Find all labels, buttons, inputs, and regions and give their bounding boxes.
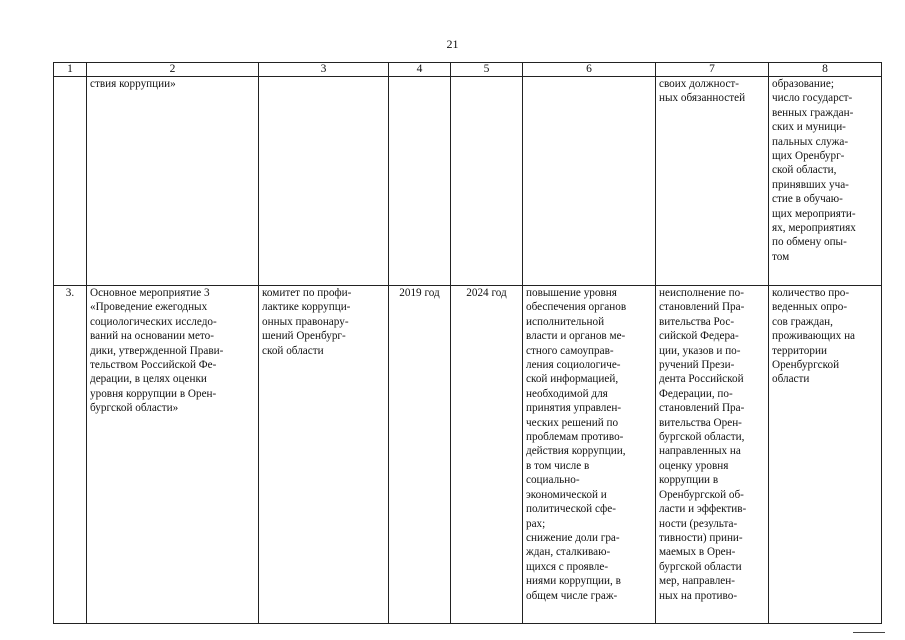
- indicator-line: венных граждан-: [772, 106, 854, 119]
- executor-line: онных правонару-: [262, 315, 349, 328]
- executor-line: лактике коррупци-: [262, 301, 351, 314]
- column-header: 4: [389, 63, 451, 77]
- result-line: ждан, сталкиваю-: [526, 546, 611, 559]
- column-header: 3: [259, 63, 389, 77]
- result-line: в том числе в: [526, 459, 590, 472]
- cell-number: [54, 77, 87, 286]
- cell-result: [523, 286, 656, 624]
- cell-indicator: [769, 286, 882, 624]
- indicator-line: том: [772, 250, 790, 263]
- indicator-line: по обмену опы-: [772, 236, 847, 249]
- consequences-line: становлений Пра-: [659, 301, 745, 314]
- indicator-line: Оренбургской: [772, 359, 840, 372]
- indicator-line: проживающих на: [772, 330, 856, 343]
- event-line: дерации, в целях оценки: [90, 373, 207, 386]
- cell-end-year: [451, 286, 523, 624]
- indicator-line: сов граждан,: [772, 315, 833, 328]
- consequences-line: ции, указов и по-: [659, 344, 741, 357]
- cell-number: [54, 286, 87, 624]
- consequences-line: коррупции в: [659, 474, 719, 487]
- event-line: ваний на основании мето-: [90, 330, 214, 343]
- result-line: ления социологиче-: [526, 359, 621, 372]
- indicator-line: ях, мероприятиях: [772, 222, 856, 235]
- consequences-line: ручений Прези-: [659, 359, 735, 372]
- table-row-continuation: [54, 77, 882, 286]
- result-line: действия коррупции,: [526, 445, 626, 458]
- executor-line: ской области: [262, 344, 324, 357]
- consequences-line: вительства Орен-: [659, 416, 742, 429]
- row-number: 3.: [65, 287, 75, 299]
- consequences-line: своих должност-: [659, 78, 740, 90]
- event-line: дики, утвержденной Прави-: [90, 344, 224, 357]
- consequences-line: ных обязанностей: [659, 92, 746, 105]
- indicator-line: число государст-: [772, 92, 853, 105]
- event-line: социологических исследо-: [90, 315, 217, 328]
- result-line: ской информацией,: [526, 373, 619, 386]
- indicator-line: ских и муници-: [772, 121, 846, 134]
- event-line: тельством Российской Фе-: [90, 359, 217, 372]
- consequences-line: бургской области: [659, 560, 742, 573]
- consequences-line: ности (результа-: [659, 517, 738, 530]
- cell-end-year: [451, 77, 523, 286]
- result-line: обеспечения органов: [526, 301, 627, 314]
- result-line: ниями коррупции, в: [526, 575, 621, 588]
- indicator-line: принявших уча-: [772, 178, 849, 191]
- indicator-line: образование;: [772, 78, 834, 90]
- cell-executor: [259, 77, 389, 286]
- event-line: уровня коррупции в Орен-: [90, 387, 217, 400]
- consequences-line: вительства Рос-: [659, 315, 735, 328]
- result-line: повышение уровня: [526, 287, 617, 299]
- indicator-line: щих мероприяти-: [772, 207, 856, 220]
- result-line: необходимой для: [526, 387, 608, 400]
- event-line: Основное мероприятие 3: [90, 287, 210, 299]
- column-number-row: [54, 63, 882, 77]
- consequences-line: мер, направлен-: [659, 575, 735, 588]
- consequences-line: маемых в Орен-: [659, 546, 736, 559]
- cell-start-year: [389, 286, 451, 624]
- consequences-line: направленных на: [659, 445, 741, 458]
- result-line: политической сфе-: [526, 503, 617, 516]
- indicator-line: области: [772, 373, 810, 386]
- column-header: 8: [769, 63, 882, 77]
- column-header: 1: [54, 63, 87, 77]
- result-line: исполнительной: [526, 315, 605, 328]
- cell-executor: [259, 286, 389, 624]
- consequences-line: бургской области,: [659, 431, 745, 444]
- consequences-line: оценку уровня: [659, 459, 729, 472]
- indicator-line: стие в обучаю-: [772, 193, 843, 206]
- consequences-line: дента Российской: [659, 373, 744, 386]
- result-line: стного самоуправ-: [526, 344, 614, 357]
- event-line: ствия коррупции»: [90, 78, 176, 90]
- indicator-line: ской области,: [772, 164, 837, 177]
- consequences-line: ных на противо-: [659, 589, 738, 602]
- cell-event: [87, 286, 259, 624]
- bottom-rule: [853, 632, 885, 633]
- consequences-line: Оренбургской об-: [659, 488, 744, 501]
- indicator-line: веденных опро-: [772, 301, 848, 314]
- executor-line: комитет по профи-: [262, 287, 352, 299]
- cell-consequences: [656, 286, 769, 624]
- table-row-3: [54, 286, 882, 624]
- consequences-line: неисполнение по-: [659, 287, 744, 299]
- start-year: 2019 год: [399, 287, 440, 299]
- consequences-line: Федерации, по-: [659, 387, 733, 400]
- result-line: щихся с проявле-: [526, 560, 609, 573]
- indicator-line: территории: [772, 344, 827, 357]
- result-line: общем числе граж-: [526, 589, 618, 602]
- column-header: 6: [523, 63, 656, 77]
- cell-event: [87, 77, 259, 286]
- cell-indicator: [769, 77, 882, 286]
- end-year: 2024 год: [466, 287, 507, 299]
- result-line: рах;: [526, 517, 546, 530]
- result-line: снижение доли гра-: [526, 531, 620, 544]
- indicator-line: щих Оренбург-: [772, 150, 845, 163]
- consequences-line: тивности) прини-: [659, 531, 743, 544]
- consequences-line: сийской Федера-: [659, 330, 739, 343]
- cell-result: [523, 77, 656, 286]
- indicator-line: пальных служа-: [772, 135, 849, 148]
- column-header: 2: [87, 63, 259, 77]
- column-header: 5: [451, 63, 523, 77]
- executor-line: шений Оренбург-: [262, 330, 346, 343]
- cell-consequences: [656, 77, 769, 286]
- cell-start-year: [389, 77, 451, 286]
- result-line: принятия управлен-: [526, 402, 622, 415]
- result-line: экономической и: [526, 488, 607, 501]
- result-line: социально-: [526, 474, 580, 487]
- result-line: проблемам противо-: [526, 431, 624, 444]
- event-line: бургской области»: [90, 402, 179, 415]
- result-line: ческих решений по: [526, 416, 619, 429]
- program-table: [53, 62, 882, 624]
- result-line: власти и органов ме-: [526, 330, 626, 343]
- consequences-line: становлений Пра-: [659, 402, 745, 415]
- column-header: 7: [656, 63, 769, 77]
- indicator-line: количество про-: [772, 287, 850, 299]
- event-line: «Проведение ежегодных: [90, 301, 208, 314]
- page-number: 21: [446, 37, 459, 51]
- consequences-line: ласти и эффектив-: [659, 503, 747, 516]
